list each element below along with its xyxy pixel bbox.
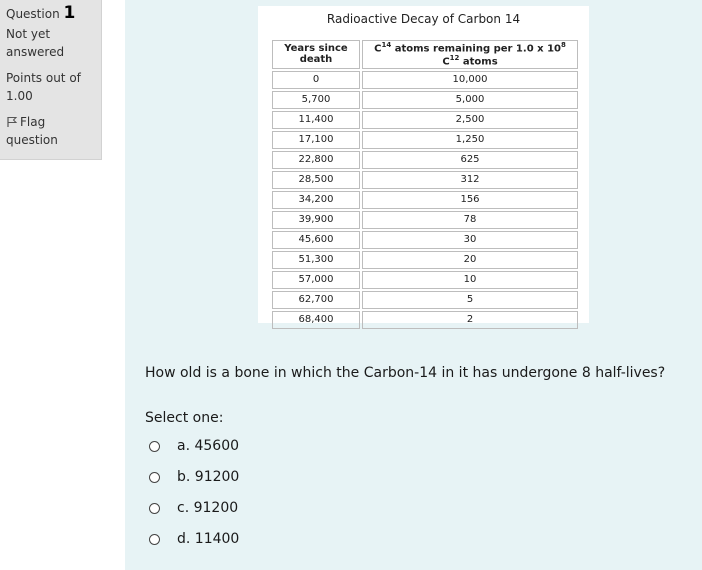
table-row: [272, 131, 578, 149]
years-cell: 28,500: [272, 171, 360, 189]
table-row: [272, 231, 578, 249]
column-header-atoms: $C^{14}$ atoms remaining per 1.0 x $10^8$ $C^{12}$ atoms: [362, 40, 578, 69]
flag-icon: [6, 116, 18, 128]
table-row: [272, 191, 578, 209]
years-cell: 45,600: [272, 231, 360, 249]
question-label: Question: [6, 7, 60, 21]
table-row: [272, 91, 578, 109]
answer-label-d: d. 11400: [177, 531, 240, 547]
column-header-years: Years since death: [272, 40, 360, 69]
flag-question-label: Flag question: [6, 115, 58, 147]
atoms-cell: 1,250: [362, 131, 578, 149]
atoms-cell: 10,000: [362, 71, 578, 89]
answer-label-c: c. 91200: [177, 500, 239, 516]
table-row: [272, 271, 578, 289]
answer-label-b: b. 91200: [177, 469, 240, 485]
radio-a[interactable]: [149, 441, 160, 452]
atoms-cell: 312: [362, 171, 578, 189]
question-number-heading: [6, 4, 101, 23]
years-cell: 62,700: [272, 291, 360, 309]
years-cell: 0: [272, 71, 360, 89]
answer-option-d[interactable]: [149, 529, 269, 549]
atoms-cell: 2,500: [362, 111, 578, 129]
select-one-prompt: Select one:: [145, 410, 224, 426]
atoms-cell: 78: [362, 211, 578, 229]
question-marks: Points out of 1.00: [6, 71, 81, 103]
radio-c[interactable]: [149, 503, 160, 514]
years-cell: 34,200: [272, 191, 360, 209]
table-title: Radioactive Decay of Carbon 14: [326, 12, 521, 26]
answer-label-a: a. 45600: [177, 438, 240, 454]
question-number: 1: [63, 3, 76, 23]
table-row: [272, 111, 578, 129]
question-state: Not yet answered: [6, 27, 65, 59]
decay-table-image: [258, 6, 589, 326]
question-content: [125, 0, 702, 570]
years-cell: 51,300: [272, 251, 360, 269]
question-info-panel: [0, 0, 102, 160]
answer-option-b[interactable]: [149, 467, 269, 487]
years-cell: 57,000: [272, 271, 360, 289]
question-text: How old is a bone in which the Carbon-14 in it has undergone 8 half-lives?: [145, 365, 666, 381]
table-row: [272, 211, 578, 229]
radio-b[interactable]: [149, 472, 160, 483]
table-row: [272, 151, 578, 169]
flag-question-button[interactable]: [6, 113, 86, 149]
atoms-cell: 10: [362, 271, 578, 289]
table-row: [272, 251, 578, 269]
table-row: [272, 171, 578, 189]
answer-option-c[interactable]: [149, 498, 269, 518]
atoms-cell: 156: [362, 191, 578, 209]
atoms-cell: 20: [362, 251, 578, 269]
years-cell: 17,100: [272, 131, 360, 149]
years-cell: 68,400: [272, 311, 360, 329]
table-row: [272, 311, 578, 329]
atoms-cell: 2: [362, 311, 578, 329]
answer-option-a[interactable]: [149, 436, 269, 456]
atoms-cell: 30: [362, 231, 578, 249]
years-cell: 22,800: [272, 151, 360, 169]
table-row: [272, 71, 578, 89]
years-cell: 39,900: [272, 211, 360, 229]
atoms-cell: 5: [362, 291, 578, 309]
decay-table: [270, 38, 580, 331]
atoms-cell: 5,000: [362, 91, 578, 109]
years-cell: 11,400: [272, 111, 360, 129]
atoms-cell: 625: [362, 151, 578, 169]
radio-d[interactable]: [149, 534, 160, 545]
years-cell: 5,700: [272, 91, 360, 109]
table-row: [272, 291, 578, 309]
table-header-row: [272, 40, 578, 69]
